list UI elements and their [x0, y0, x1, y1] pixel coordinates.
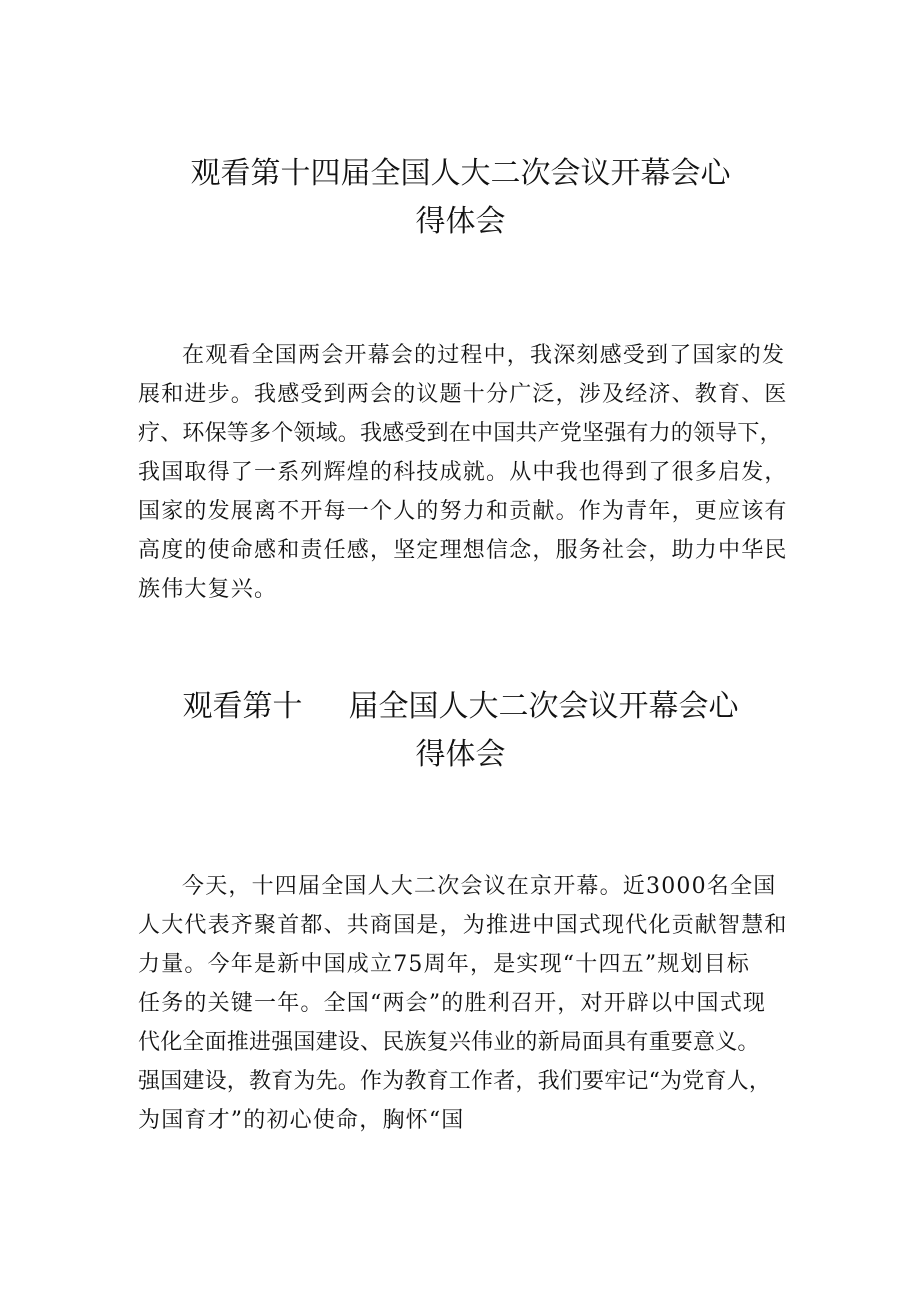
article-2: [138, 683, 788, 1140]
article-1-line-4: 我国取得了一系列辉煌的科技成就。从中我也得到了很多启发，: [138, 460, 788, 485]
article-1-line-5: 国家的发展离不开每一个人的努力和贡献。作为青年，更应该有: [138, 499, 788, 524]
article-2-line-1: 今天，十四届全国人大二次会议在京开幕。近3000名全国: [182, 874, 777, 899]
article-1-title: [138, 150, 783, 246]
article-1-line-2: 展和进步。我感受到两会的议题十分广泛，涉及经济、教育、医: [138, 382, 788, 407]
article-1: [138, 150, 788, 609]
article-1-line-7: 族伟大复兴。: [138, 577, 278, 602]
article-2-title-line-2: 得体会: [415, 737, 506, 772]
article-2-title: [138, 683, 783, 779]
article-2-paragraph: [138, 867, 788, 1140]
article-2-line-2: 人大代表齐聚首都、共商国是，为推进中国式现代化贡献智慧和: [138, 913, 788, 938]
article-1-line-3: 疗、环保等多个领域。我感受到在中国共产党坚强有力的领导下，: [138, 421, 782, 446]
article-1-paragraph: [138, 336, 788, 609]
article-1-line-1: 在观看全国两会开幕会的过程中，我深刻感受到了国家的发: [182, 343, 786, 368]
article-2-title-part-2: 届全国人大二次会议开幕会心: [348, 689, 739, 724]
article-1-line-6: 高度的使命感和责任感，坚定理想信念，服务社会，助力中华民: [138, 538, 788, 563]
article-2-line-4: 任务的关键一年。全国“两会”的胜利召开，对开辟以中国式现: [138, 991, 767, 1016]
article-2-title-line-1: [138, 683, 783, 731]
article-1-title-line-2: 得体会: [415, 204, 506, 239]
article-2-line-6: 强国建设，教育为先。作为教育工作者，我们要牢记“为党育人，: [138, 1069, 772, 1094]
article-2-line-5: 代化全面推进强国建设、民族复兴伟业的新局面具有重要意义。: [138, 1030, 760, 1055]
article-1-title-line-1: 观看第十四届全国人大二次会议开幕会心: [190, 156, 731, 191]
article-2-line-7: 为国育才”的初心使命，胸怀“国: [138, 1108, 465, 1133]
article-2-line-3: 力量。今年是新中国成立75周年，是实现“十四五”规划目标: [138, 952, 751, 977]
article-2-title-part-1: 观看第十: [182, 689, 303, 724]
